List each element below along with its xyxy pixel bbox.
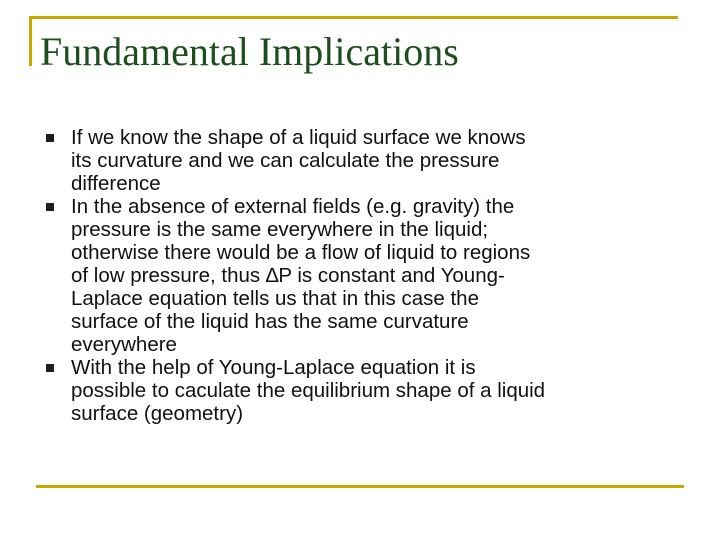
bullet-line: everywhere: [71, 333, 177, 356]
frame-top-line: [29, 16, 678, 19]
bullet-line: otherwise there would be a flow of liquid to regions: [71, 241, 531, 264]
bullet-line: its curvature and we can calculate the pressure: [71, 149, 500, 172]
bullet-line: Laplace equation tells us that in this case the: [71, 287, 479, 310]
bullet-line: With the help of Young-Laplace equation it is: [71, 356, 476, 379]
bullet-line: difference: [71, 172, 161, 195]
bullet-line: pressure is the same everywhere in the liquid;: [71, 218, 489, 241]
frame-left-line: [29, 16, 32, 66]
square-bullet-icon: [46, 134, 54, 142]
square-bullet-icon: [46, 203, 54, 211]
bullet-item: [46, 356, 686, 425]
bullet-list: [46, 126, 686, 425]
bullet-line: of low pressure, thus ∆P is constant and Young-: [71, 264, 505, 287]
bullet-item: [46, 126, 686, 195]
bullet-line: In the absence of external fields (e.g. gravity) the: [71, 195, 515, 218]
bullet-line: surface (geometry): [71, 402, 244, 425]
bullet-line: surface of the liquid has the same curvature: [71, 310, 469, 333]
frame-bottom-line: [36, 485, 684, 488]
bullet-line: If we know the shape of a liquid surface we knows: [71, 126, 526, 149]
slide-title: Fundamental Implications: [40, 29, 459, 74]
bullet-line: possible to caculate the equilibrium shape of a liquid: [71, 379, 546, 402]
bullet-item: [46, 195, 686, 356]
square-bullet-icon: [46, 364, 54, 372]
